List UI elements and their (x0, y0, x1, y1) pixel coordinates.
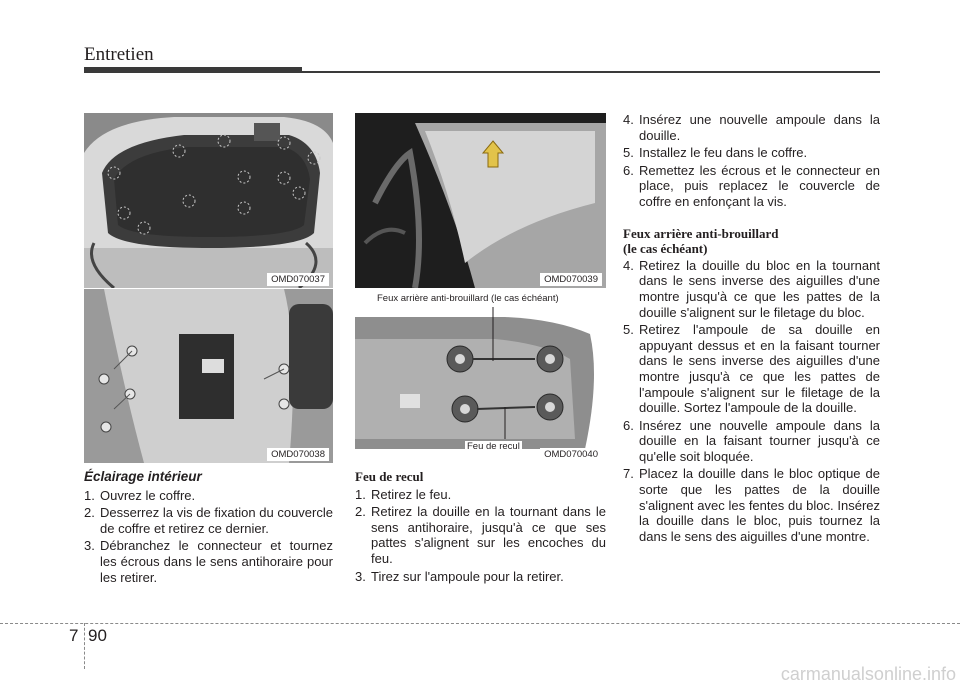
page-header-title: Entretien (84, 44, 154, 65)
list-item-text: Installez le feu dans le coffre. (639, 145, 808, 161)
column-3 (623, 112, 880, 546)
list-item-number: 7. (623, 466, 634, 482)
list-item-number: 6. (623, 417, 634, 433)
list-item-number: 5. (623, 322, 634, 338)
trunk-lid-illustration (84, 113, 333, 288)
list-item-text: Retirez le feu. (371, 486, 452, 502)
figure-code-label: OMD070037 (267, 273, 329, 286)
list-item-text: Retirez la douille du bloc en la tournant dans le sens inverse des aiguilles d'une montre jusqu'à ce que les pattes de la douille s'alignent sur le filetage du bloc. (639, 257, 880, 320)
list-item-number: 1. (355, 486, 366, 502)
list-item (84, 488, 333, 504)
list-item-number: 6. (623, 162, 634, 178)
list-item (623, 163, 880, 210)
list-item-text: Retirez la douille en la tournant dans le sens antihoraire, jusqu'à ce que ses pattes s'alignent sur les encoches du feu. (371, 504, 606, 566)
trunk-mechanism-illustration (84, 289, 333, 463)
figure-code-label: OMD070039 (540, 273, 602, 286)
site-watermark: carmanualsonline.info (780, 664, 956, 684)
list-item-number: 1. (84, 487, 95, 503)
figure-code-label: OMD070040 (540, 448, 602, 461)
column-1 (84, 469, 333, 587)
rear-lamp-illustration (355, 113, 606, 288)
footer-dashed-divider (84, 623, 85, 669)
column-2 (355, 469, 606, 586)
spacer (623, 212, 880, 226)
page-chapter-number: 7 (69, 626, 79, 645)
list-item (84, 538, 333, 585)
figure-trunk-mechanism (84, 289, 333, 463)
list-item-number: 3. (355, 568, 366, 584)
list-item (623, 322, 880, 416)
section-heading-fog-lamp (623, 226, 880, 257)
section-heading-reverse-lamp: Feu de recul (355, 469, 424, 484)
list-item-text: Desserrez la vis de fixation du couvercle de coffre et retirez ce dernier. (100, 505, 333, 536)
list-item (623, 418, 880, 465)
footer-dashed-rule (0, 623, 960, 624)
figure-trunk-lid (84, 113, 333, 288)
figure-lamp-bulbs (355, 289, 606, 463)
list-item-text: Placez la douille dans le bloc optique de sorte que les pattes de la douille s'alignent avec les fentes du bloc. Insérez la douille dans le bloc, puis tournez la dans le sens des aiguilles d'une montre. (639, 466, 880, 544)
list-item (355, 569, 606, 585)
list-item-text: Remettez les écrous et le connecteur en place, puis replacez le couvercle de coffre en enfonçant la vis. (639, 162, 880, 209)
list-item-number: 2. (355, 504, 366, 520)
list-item (355, 487, 606, 503)
list-item-text: Insérez une nouvelle ampoule dans la douille. (639, 112, 880, 143)
list-item (623, 258, 880, 320)
section-heading-line-1: Feux arrière anti-brouillard (623, 225, 779, 241)
section-heading-line-2: (le cas échéant) (623, 241, 708, 257)
list-item-number: 5. (623, 145, 634, 161)
callout-fog-lamp: Feux arrière anti-brouillard (le cas échéant) (377, 293, 559, 304)
list-item-number: 4. (623, 112, 634, 127)
list-item-text: Ouvrez le coffre. (100, 487, 196, 503)
list-item-number: 3. (84, 538, 95, 554)
list-item (623, 112, 880, 143)
list-item (623, 145, 880, 161)
header-rule-thin (84, 71, 880, 73)
list-item-text: Retirez l'ampoule de sa douille en appuyant dessus et en la faisant tourner dans le sens inverse des aiguilles d'une montre jusqu'à ce que les pattes de l'ampoule s'alignent sur le filetage de la douille. Sortez l'ampoule de la douille. (639, 322, 880, 416)
list-item-text: Débranchez le connecteur et tournez les écrous dans le sens antihoraire pour les retirer. (100, 538, 333, 585)
list-item (623, 466, 880, 544)
list-item-text: Insérez une nouvelle ampoule dans la douille en la faisant tourner jusqu'à ce qu'elle soit bloquée. (639, 417, 880, 464)
section-heading-interior-light: Éclairage intérieur (84, 469, 202, 484)
figure-rear-lamp (355, 113, 606, 288)
list-item-text: Tirez sur l'ampoule pour la retirer. (371, 568, 564, 584)
figure-code-label: OMD070038 (267, 448, 329, 461)
page-number: 90 (88, 626, 107, 645)
list-item-number: 4. (623, 257, 634, 273)
callout-reverse-lamp: Feu de recul (467, 441, 520, 452)
list-item-number: 2. (84, 505, 95, 521)
list-item (84, 505, 333, 536)
list-item (355, 504, 606, 566)
lamp-bulbs-illustration (355, 289, 606, 463)
